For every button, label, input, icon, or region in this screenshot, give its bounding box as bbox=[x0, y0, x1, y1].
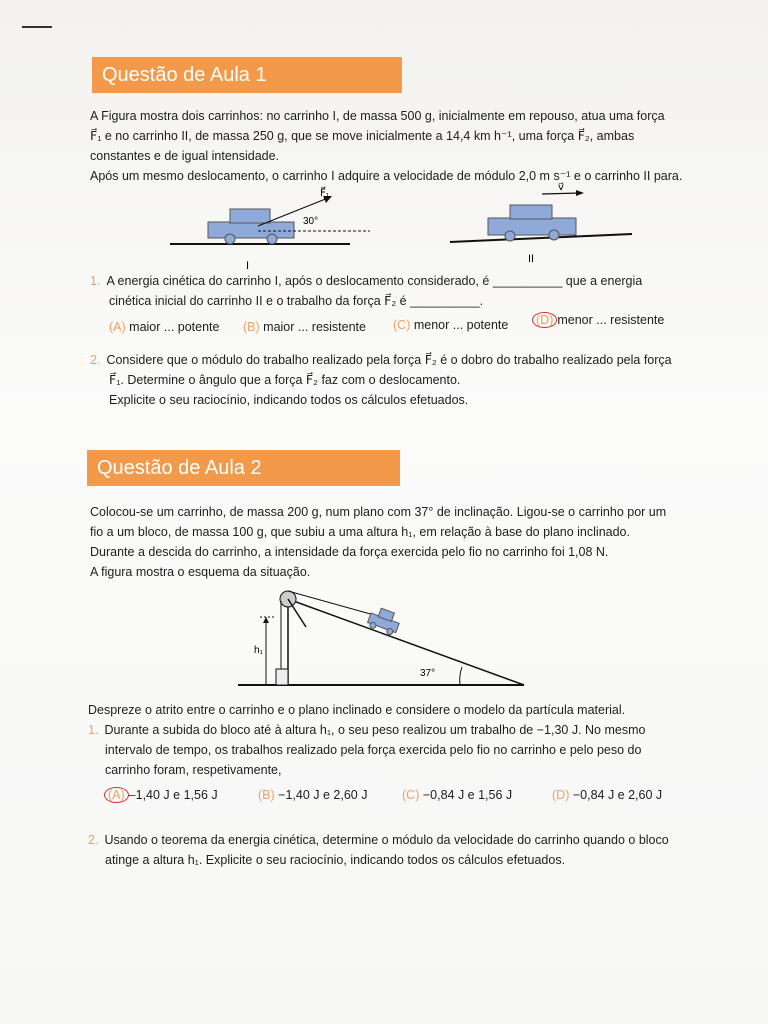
q2-item1 bbox=[88, 720, 708, 780]
cart-2-label: II bbox=[528, 253, 535, 265]
q2-option-b[interactable] bbox=[258, 788, 367, 802]
q2-option-c[interactable] bbox=[402, 788, 512, 802]
q1-intro-line: F⃗₁ e no carrinho II, de massa 250 g, que se move inicialmente a 14,4 km h⁻¹, uma força F⃗₂, ambas bbox=[90, 129, 635, 143]
q2-item1-text: intervalo de tempo, os trabalhos realizado pela força exercida pelo fio no carrinho e pelo peso do bbox=[105, 743, 642, 757]
q2-item1-text: carrinho foram, respetivamente, bbox=[105, 763, 282, 777]
q2-intro-line: Colocou-se um carrinho, de massa 200 g, num plano com 37° de inclinação. Ligou-se o carrinho por um bbox=[90, 505, 667, 519]
option-letter-circled: (A) bbox=[104, 787, 129, 803]
cart-1 bbox=[208, 209, 294, 244]
q1-item2-number: 2. bbox=[90, 353, 101, 367]
q1-intro bbox=[90, 106, 700, 186]
q1-item1-number: 1. bbox=[90, 274, 101, 288]
q2-figure bbox=[236, 585, 528, 691]
option-text: −0,84 J e 1,56 J bbox=[422, 788, 513, 802]
angle-arc bbox=[460, 667, 462, 685]
option-letter: (C) bbox=[402, 788, 420, 802]
q1-title-banner bbox=[92, 57, 402, 93]
option-text: −0,84 J e 2,60 J bbox=[572, 788, 663, 802]
q1-option-d[interactable] bbox=[532, 313, 664, 327]
velocity-arrow bbox=[542, 193, 580, 194]
angle-37-label: 37° bbox=[420, 668, 436, 679]
q2-item2 bbox=[88, 830, 708, 870]
q1-item1-text: A energia cinética do carrinho I, após o deslocamento considerado, é __________ que a energia bbox=[106, 274, 643, 288]
option-letter: (B) bbox=[243, 320, 260, 334]
q2-option-d[interactable] bbox=[552, 788, 662, 802]
q1-option-c[interactable] bbox=[393, 318, 508, 332]
q2-title: Questão de Aula 2 bbox=[97, 457, 262, 479]
q2-note: Despreze o atrito entre o carrinho e o plano inclinado e considere o modelo da partícula material. bbox=[88, 703, 626, 717]
q2-item2-number: 2. bbox=[88, 833, 99, 847]
inclined-plane bbox=[288, 599, 524, 685]
force-f1-label: F⃗₁ bbox=[320, 188, 330, 199]
q2-item2-text: Usando o teorema da energia cinética, determine o módulo da velocidade do carrinho quando o bloco bbox=[104, 833, 669, 847]
q1-intro-line: constantes e de igual intensidade. bbox=[90, 149, 280, 163]
q1-option-a[interactable] bbox=[109, 320, 219, 334]
option-text: maior ... resistente bbox=[263, 320, 366, 334]
cart-on-incline bbox=[366, 605, 402, 636]
height-arrowhead bbox=[263, 617, 269, 623]
q1-figure bbox=[160, 182, 640, 272]
hanging-block bbox=[276, 669, 288, 685]
option-text: −1,40 J e 2,60 J bbox=[278, 788, 368, 802]
option-text: menor ... potente bbox=[413, 318, 509, 332]
option-text: 1,40 J e 1,56 J bbox=[135, 788, 218, 802]
q2-option-a[interactable]: (A) –1,40 J e 1,56 J bbox=[104, 788, 218, 802]
pulley-arm bbox=[288, 599, 306, 627]
height-label: h₁ bbox=[254, 645, 263, 656]
q2-intro-line: Durante a descida do carrinho, a intensidade da força exercida pelo fio no carrinho foi 1,08 N. bbox=[90, 545, 609, 559]
q2-item1-number: 1. bbox=[88, 723, 99, 737]
q2-intro bbox=[90, 502, 700, 582]
q1-item2-text: Considere que o módulo do trabalho realizado pela força F⃗₂ é o dobro do trabalho realizado pela força bbox=[106, 353, 672, 367]
option-letter: (A) bbox=[109, 320, 126, 334]
q1-item1 bbox=[90, 271, 700, 311]
angle-30-label: 30° bbox=[303, 216, 319, 227]
q1-option-b[interactable] bbox=[243, 320, 366, 334]
q1-intro-line: Após um mesmo deslocamento, o carrinho I adquire a velocidade de módulo 2,0 m s⁻¹ e o carrinho II para. bbox=[90, 169, 683, 183]
q1-intro-line: A Figura mostra dois carrinhos: no carrinho I, de massa 500 g, inicialmente em repouso, atua uma força bbox=[90, 109, 665, 123]
option-letter: (D) bbox=[552, 788, 570, 802]
option-letter: (B) bbox=[258, 788, 275, 802]
q1-item1-text: cinética inicial do carrinho II e o trabalho da força F⃗₂ é __________. bbox=[109, 294, 484, 308]
page-mark bbox=[22, 26, 52, 28]
option-letter: (C) bbox=[393, 318, 411, 332]
cart-1-label: I bbox=[246, 260, 250, 272]
q1-item2-text: F⃗₁. Determine o ângulo que a força F⃗₂ faz com o deslocamento. bbox=[109, 373, 461, 387]
q2-title-banner bbox=[87, 450, 400, 486]
cart-2 bbox=[488, 205, 576, 241]
q2-intro-line: A figura mostra o esquema da situação. bbox=[90, 565, 311, 579]
q1-item2 bbox=[90, 350, 700, 410]
velocity-label: v⃗ bbox=[558, 182, 564, 193]
q2-item2-text: atinge a altura h₁. Explicite o seu raciocínio, indicando todos os cálculos efetuados. bbox=[105, 853, 566, 867]
velocity-arrowhead bbox=[576, 190, 584, 196]
q1-title: Questão de Aula 1 bbox=[102, 64, 267, 86]
q1-item2-text: Explicite o seu raciocínio, indicando todos os cálculos efetuados. bbox=[109, 393, 469, 407]
q2-intro-line: fio a um bloco, de massa 100 g, que subiu a uma altura h₁, em relação à base do plano inclinado. bbox=[90, 525, 630, 539]
option-text: maior ... potente bbox=[129, 320, 220, 334]
q2-item1-text: Durante a subida do bloco até à altura h₁, o seu peso realizou um trabalho de −1,30 J. No mesmo bbox=[104, 723, 646, 737]
option-text: menor ... resistente bbox=[557, 313, 665, 327]
option-letter-circled: (D) bbox=[532, 312, 557, 328]
